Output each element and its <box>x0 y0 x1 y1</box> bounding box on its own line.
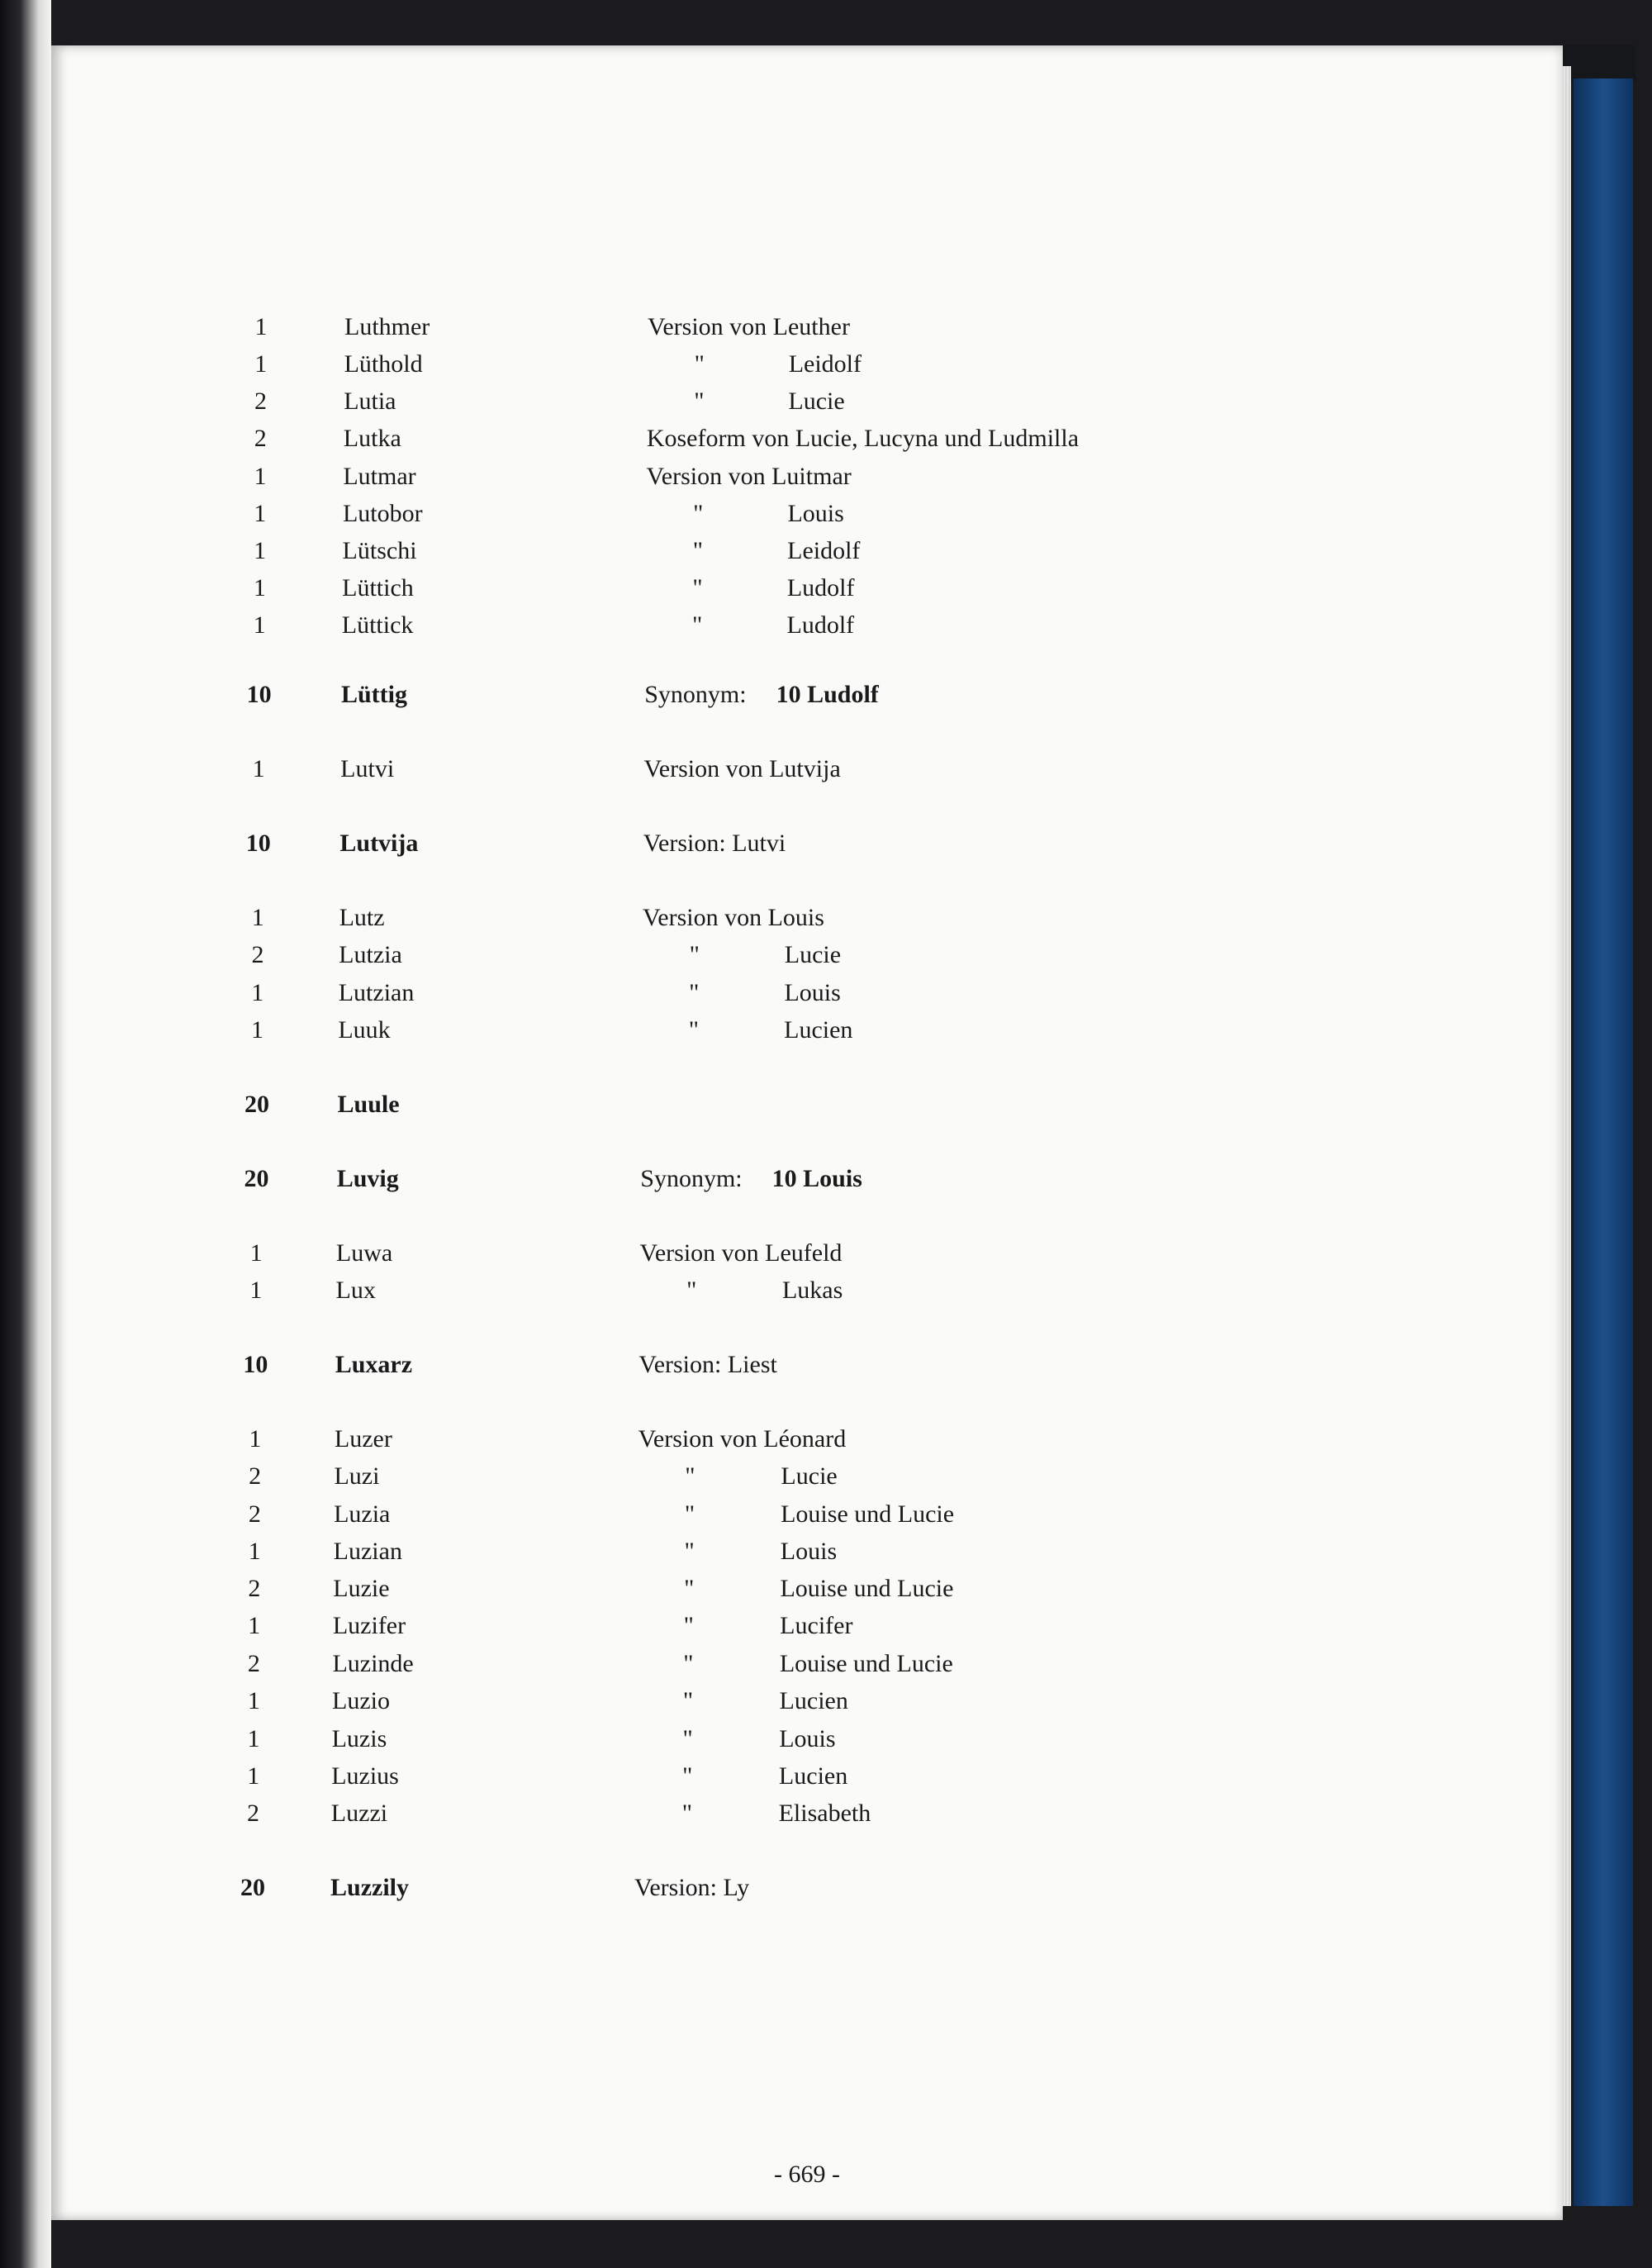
ditto-mark: " <box>688 1016 700 1044</box>
list-item <box>51 609 1563 642</box>
list-item <box>51 977 1563 1010</box>
entry-name: Luzio <box>332 1687 391 1714</box>
entry-count: 1 <box>248 1538 261 1565</box>
ditto-mark: " <box>689 941 700 968</box>
entry-count: 20 <box>240 1874 265 1901</box>
entry-description: Louis <box>779 1725 836 1752</box>
list-item <box>51 1460 1563 1493</box>
entry-description: Louis <box>784 979 841 1006</box>
document-page <box>51 45 1563 2220</box>
entry-count: 1 <box>251 904 264 931</box>
entry-description: Lucien <box>778 1762 848 1790</box>
entry-name: Lutzian <box>338 979 415 1006</box>
entry-name: Lutka <box>343 425 401 452</box>
entry-description: Lukas <box>781 1277 843 1304</box>
entry-count: 10 <box>246 681 272 708</box>
entry-name: Luzius <box>331 1762 399 1790</box>
entry-name: Lüttich <box>342 574 414 601</box>
entry-description: Louis <box>787 500 844 527</box>
entry-name: Lutia <box>344 388 396 415</box>
entry-count: 1 <box>247 1762 260 1790</box>
list-item <box>51 535 1563 568</box>
list-item <box>51 901 1563 934</box>
ditto-mark: " <box>683 1612 694 1639</box>
ditto-mark: " <box>684 1575 695 1602</box>
entry-description-text: Version von Luitmar <box>646 463 852 490</box>
ditto-mark: " <box>682 1762 693 1790</box>
ditto-mark: " <box>689 979 700 1006</box>
list-item <box>51 939 1563 972</box>
synonym-reference: 10 Louis <box>771 1165 862 1192</box>
list-item <box>51 1237 1563 1270</box>
entry-description: Louise und Lucie <box>780 1575 954 1602</box>
entry-count: 2 <box>246 1800 259 1827</box>
entry-description-text: Version: Lutvi <box>643 830 786 857</box>
entry-description: Louise und Lucie <box>781 1500 955 1528</box>
list-item <box>51 385 1563 418</box>
entry-name: Lutvi <box>340 755 395 782</box>
entry-description: Leidolf <box>787 537 861 564</box>
entry-name: Luthmer <box>344 313 430 340</box>
entry-name: Luzi <box>334 1462 380 1490</box>
list-item <box>51 1797 1563 1830</box>
entry-name: Luzinde <box>332 1650 414 1677</box>
entry-count: 1 <box>254 313 268 340</box>
entry-count: 1 <box>249 1239 263 1267</box>
list-item <box>51 460 1563 493</box>
entry-name: Luzzi <box>330 1800 388 1827</box>
entry-count: 10 <box>245 830 271 857</box>
entry-name: Luule <box>337 1091 400 1118</box>
list-item <box>51 1348 1563 1381</box>
ditto-mark: " <box>694 388 705 415</box>
entry-name: Lüthold <box>344 350 423 378</box>
list-item <box>51 497 1563 530</box>
entry-description: Ludolf <box>786 574 855 601</box>
synonym-reference: 10 Ludolf <box>776 681 879 708</box>
entry-name: Luzzily <box>330 1874 409 1901</box>
list-item <box>51 1014 1563 1047</box>
entry-count: 1 <box>254 500 267 527</box>
entry-description: Lucie <box>781 1462 838 1490</box>
entry-description <box>643 827 786 860</box>
entry-count: 20 <box>244 1091 270 1118</box>
entry-name: Luzis <box>331 1725 387 1752</box>
entry-description-text: Version von Leuther <box>648 313 850 340</box>
entry-name: Lütschi <box>342 537 417 564</box>
ditto-mark: " <box>684 1500 695 1528</box>
entry-name: Lüttig <box>340 681 407 708</box>
entry-name: Luxarz <box>335 1351 413 1378</box>
entry-description-text: Version von Léonard <box>638 1425 847 1453</box>
list-item <box>51 678 1563 711</box>
entry-name: Luzian <box>333 1538 402 1565</box>
entry-count: 1 <box>253 574 266 601</box>
entry-count: 2 <box>254 388 268 415</box>
list-item <box>51 1723 1563 1756</box>
entry-count: 2 <box>248 1500 261 1528</box>
entry-description: Leidolf <box>788 350 862 378</box>
entry-description <box>644 678 879 711</box>
entry-description-text: Version: Liest <box>638 1351 777 1378</box>
entry-count: 1 <box>249 1277 263 1304</box>
ditto-mark: " <box>686 1277 697 1304</box>
entry-description <box>647 422 1079 455</box>
entry-count: 1 <box>247 1725 260 1752</box>
list-item <box>51 422 1563 455</box>
entry-name: Lutz <box>339 904 385 931</box>
entry-description-text: Koseform von Lucie, Lucyna und Ludmilla <box>646 425 1080 452</box>
entry-name: Lüttick <box>341 611 414 639</box>
entry-description <box>640 1237 843 1270</box>
entry-name: Luzer <box>334 1425 392 1453</box>
entry-count: 1 <box>254 350 268 378</box>
ditto-mark: " <box>691 611 703 639</box>
entry-count: 1 <box>247 1687 260 1714</box>
entry-description: Louise und Lucie <box>779 1650 953 1677</box>
entry-count: 20 <box>244 1165 269 1192</box>
ditto-mark: " <box>694 350 705 378</box>
entry-description-text: Version von Lutvija <box>643 755 841 782</box>
ditto-mark: " <box>683 1650 694 1677</box>
book-cover-edge <box>1574 78 1633 2206</box>
list-item <box>51 1685 1563 1718</box>
entry-description: Lucie <box>784 941 842 968</box>
entry-name: Luzifer <box>332 1612 406 1639</box>
ditto-mark: " <box>693 500 704 527</box>
entry-count: 1 <box>254 463 267 490</box>
ditto-mark: " <box>692 537 703 564</box>
entry-description: Lucifer <box>780 1612 853 1639</box>
list-item <box>51 311 1563 344</box>
entry-name: Luvig <box>336 1165 399 1192</box>
entry-name: Luuk <box>338 1016 391 1044</box>
list-item <box>51 1163 1563 1196</box>
page-number: - 669 - <box>774 2161 840 2188</box>
entry-description: Ludolf <box>786 611 855 639</box>
entry-count: 2 <box>248 1575 261 1602</box>
entry-name: Lutzia <box>339 941 402 968</box>
entry-description-text: Synonym: <box>640 1165 743 1192</box>
entry-description: Lucien <box>779 1687 848 1714</box>
entry-count: 1 <box>254 537 267 564</box>
list-item <box>51 1760 1563 1793</box>
entry-description <box>646 460 851 493</box>
entry-description <box>634 1871 749 1904</box>
ditto-mark: " <box>685 1462 695 1490</box>
entry-count: 1 <box>253 611 266 639</box>
entry-count: 2 <box>249 1462 262 1490</box>
list-item <box>51 1423 1563 1456</box>
entry-count: 2 <box>247 1650 260 1677</box>
list-item <box>51 1498 1563 1531</box>
entry-name: Luwa <box>335 1239 393 1267</box>
ditto-mark: " <box>684 1538 695 1565</box>
entry-description: Lucie <box>788 388 845 415</box>
entry-count: 1 <box>252 755 265 782</box>
entry-description <box>643 753 840 786</box>
list-item <box>51 1274 1563 1307</box>
entry-name: Luzia <box>334 1500 391 1528</box>
entry-description <box>638 1348 776 1381</box>
entry-description <box>638 1423 847 1456</box>
list-item <box>51 348 1563 381</box>
entry-count: 1 <box>248 1612 261 1639</box>
ditto-mark: " <box>692 574 703 601</box>
entry-name: Lutmar <box>343 463 416 490</box>
ditto-mark: " <box>682 1687 694 1714</box>
entry-description-text: Version von Leufeld <box>639 1239 843 1267</box>
list-item <box>51 1648 1563 1681</box>
entry-description: Louis <box>780 1538 838 1565</box>
list-item <box>51 1535 1563 1568</box>
entry-description-text: Version: Ly <box>634 1874 750 1901</box>
list-item <box>51 827 1563 860</box>
entry-count: 2 <box>251 941 264 968</box>
book-spine-shadow <box>0 0 51 2268</box>
list-item <box>51 1871 1563 1904</box>
entry-description: Lucien <box>784 1016 853 1044</box>
entry-description-text: Synonym: <box>644 681 747 708</box>
entry-count: 2 <box>254 425 267 452</box>
entry-name: Lutobor <box>342 500 423 527</box>
list-item <box>51 1572 1563 1605</box>
entry-name: Luzie <box>333 1575 390 1602</box>
entry-count: 1 <box>251 979 264 1006</box>
name-list <box>51 45 1563 2220</box>
ditto-mark: " <box>682 1725 693 1752</box>
ditto-mark: " <box>681 1800 692 1827</box>
entry-name: Lux <box>335 1277 376 1304</box>
entry-count: 1 <box>249 1425 262 1453</box>
entry-name: Lutvija <box>339 830 419 857</box>
list-item <box>51 572 1563 605</box>
entry-count: 10 <box>243 1351 268 1378</box>
entry-description <box>643 901 824 934</box>
entry-count: 1 <box>250 1016 263 1044</box>
list-item <box>51 1088 1563 1121</box>
entry-description-text: Version von Louis <box>642 904 824 931</box>
entry-description <box>648 311 850 344</box>
entry-description <box>640 1163 862 1196</box>
entry-description: Elisabeth <box>778 1800 871 1827</box>
list-item <box>51 753 1563 786</box>
list-item <box>51 1609 1563 1643</box>
